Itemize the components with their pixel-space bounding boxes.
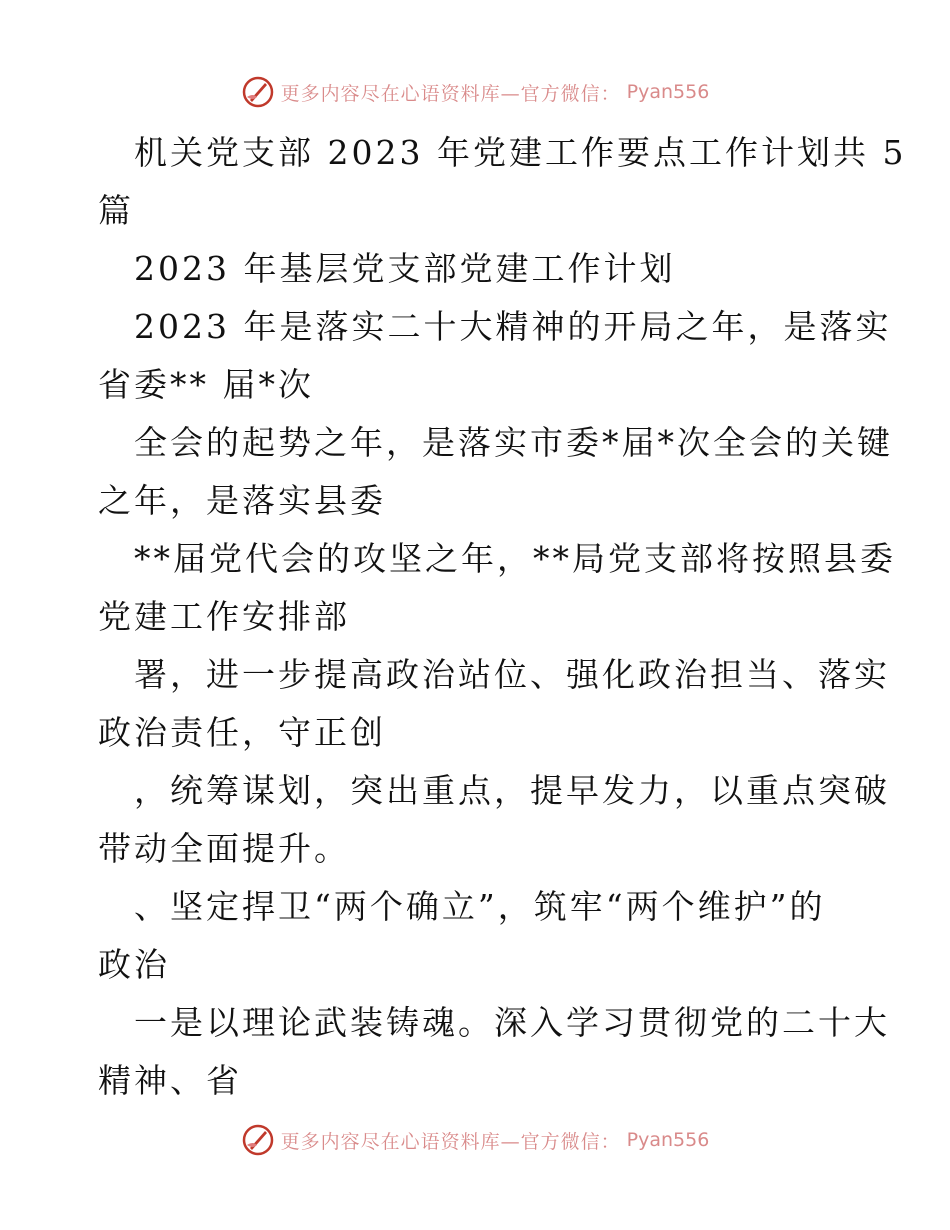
text-line: 之年，是落实县委: [98, 481, 386, 520]
text-line: 全会的起势之年，是落实市委*届*次全会的关键: [134, 423, 893, 462]
footer-watermark-banner: [0, 1118, 950, 1162]
text-line: 政治责任，守正创: [98, 713, 386, 752]
text-line: 省委** 届*次: [98, 365, 314, 404]
quill-logo-icon: [241, 75, 275, 109]
banner-wechat-id: Pyan556: [626, 81, 710, 103]
banner-text: 更多内容尽在心语资料库—官方微信：: [280, 82, 621, 105]
quill-logo-icon: [241, 1123, 275, 1157]
text-line: **届党代会的攻坚之年，**局党支部将按照县委: [134, 539, 896, 578]
text-line: 2023 年基层党支部党建工作计划: [134, 249, 676, 288]
text-line: 机关党支部 2023 年党建工作要点工作计划共 5: [134, 133, 907, 172]
text-line: 政治: [98, 945, 170, 984]
text-line: 一是以理论武装铸魂。深入学习贯彻党的二十大: [134, 1003, 890, 1042]
document-body: [98, 124, 907, 1110]
banner-wechat-id: Pyan556: [626, 1129, 710, 1151]
text-line: 党建工作安排部: [98, 597, 350, 636]
header-watermark-banner: [0, 70, 950, 114]
text-line: 带动全面提升。: [98, 829, 350, 868]
text-line: 、坚定捍卫“两个确立”，筑牢“两个维护”的: [134, 887, 826, 926]
text-line: 篇: [98, 191, 134, 230]
banner-text: 更多内容尽在心语资料库—官方微信：: [280, 1130, 621, 1153]
text-line: ，统筹谋划，突出重点，提早发力，以重点突破: [134, 771, 890, 810]
text-line: 2023 年是落实二十大精神的开局之年，是落实: [134, 307, 892, 346]
text-line: 精神、省: [98, 1061, 242, 1100]
text-line: 署，进一步提高政治站位、强化政治担当、落实: [134, 655, 890, 694]
